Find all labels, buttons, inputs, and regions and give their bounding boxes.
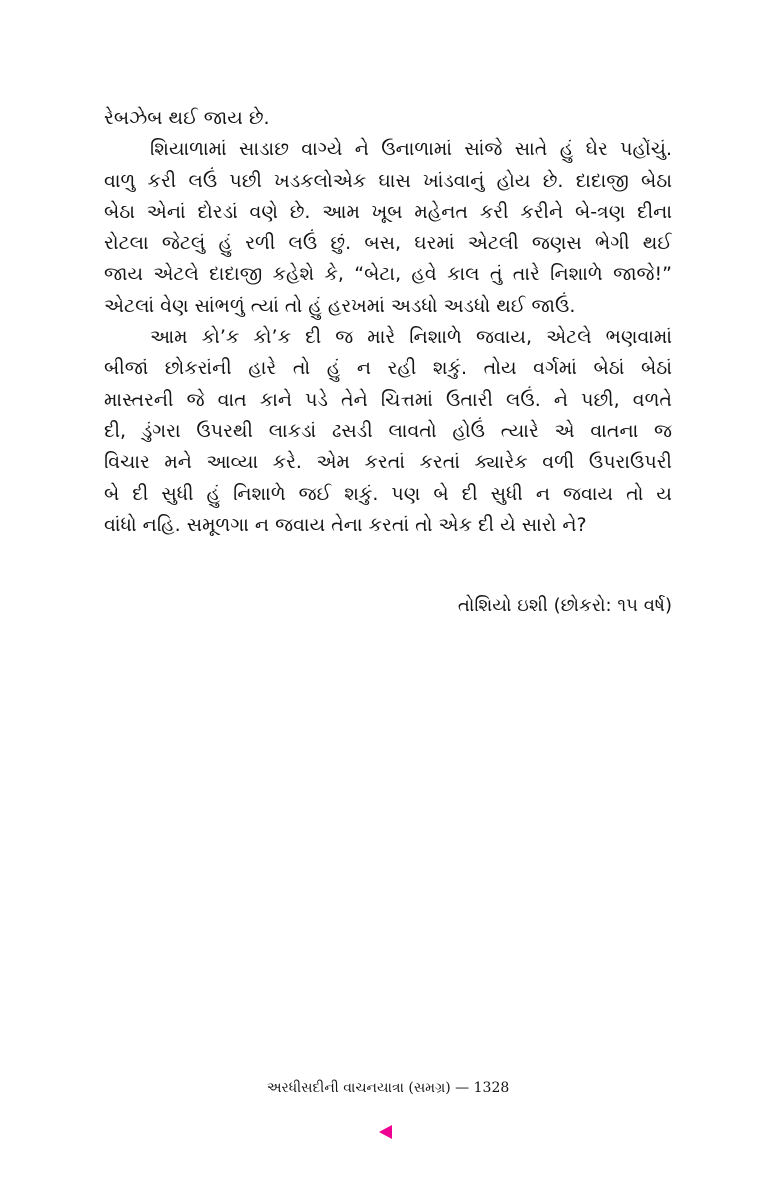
text-line: બેઠા એનાં દોરડાં વણે છે. આમ ખૂબ મહેનત કરી કરીને બે-ત્રણ દીના bbox=[104, 200, 672, 223]
text-line: શિયાળામાં સાડાછ વાગ્યે ને ઉનાળામાં સાંજે સાતે હું ઘેર પહોંચું. bbox=[150, 138, 672, 161]
body-text bbox=[104, 103, 672, 541]
text-line: દી, ડુંગરા ઉપરથી લાકડાં ઢસડી લાવતો હોઉં ત્યારે એ વાતના જ bbox=[104, 419, 672, 442]
text-line: વાંધો નહિ. સમૂળગા ન જવાય તેના કરતાં તો એક દી યે સારો ને? bbox=[104, 513, 587, 536]
text-line: રોટલા જેટલું હું રળી લઉં છું. બસ, ઘરમાં એટલી જણસ ભેગી થઈ bbox=[104, 232, 672, 255]
text-line: એટલાં વેણ સાંભળું ત્યાં તો હું હરખમાં અડધો અડધો થઈ જાઉં. bbox=[104, 294, 576, 317]
page-footer: અરધીસદીની વાચનયાત્રા (સમગ્ર) — 1328 bbox=[266, 1080, 510, 1096]
text-line: માસ્તરની જે વાત કાને પડે તેને ચિત્તમાં ઉતારી લઉં. ને પછી, વળતે bbox=[104, 388, 672, 411]
text-line: જાય એટલે દાદાજી કહેશે કે, “બેટા, હવે કાલ તું તારે નિશાળે જાજે!” bbox=[104, 263, 672, 286]
text-line: રેબઝેબ થઈ જાય છે. bbox=[104, 107, 270, 129]
text-line: વાળુ કરી લઉં પછી ખડકલોએક ઘાસ ખાંડવાનું હોય છે. દાદાજી બેઠા bbox=[104, 169, 672, 192]
text-line: બીજાં છોકરાંની હારે તો હું ન રહી શકું. તોય વર્ગમાં બેઠાં બેઠાં bbox=[104, 357, 672, 380]
text-line: આમ કો’ક કો’ક દી જ મારે નિશાળે જવાય, એટલે ભણવામાં bbox=[150, 326, 672, 349]
text-line: બે દી સુધી હું નિશાળે જઈ શકું. પણ બે દી સુધી ન જવાય તો ય bbox=[104, 482, 672, 505]
prev-page-arrow-icon[interactable] bbox=[379, 1125, 392, 1139]
text-line: વિચાર મને આવ્યા કરે. એમ કરતાં કરતાં ક્યારેક વળી ઉપરાઉપરી bbox=[104, 451, 672, 474]
author-attribution: તોશિયો ઇશી (છોકરો: ૧૫ વર્ષ) bbox=[457, 595, 672, 616]
